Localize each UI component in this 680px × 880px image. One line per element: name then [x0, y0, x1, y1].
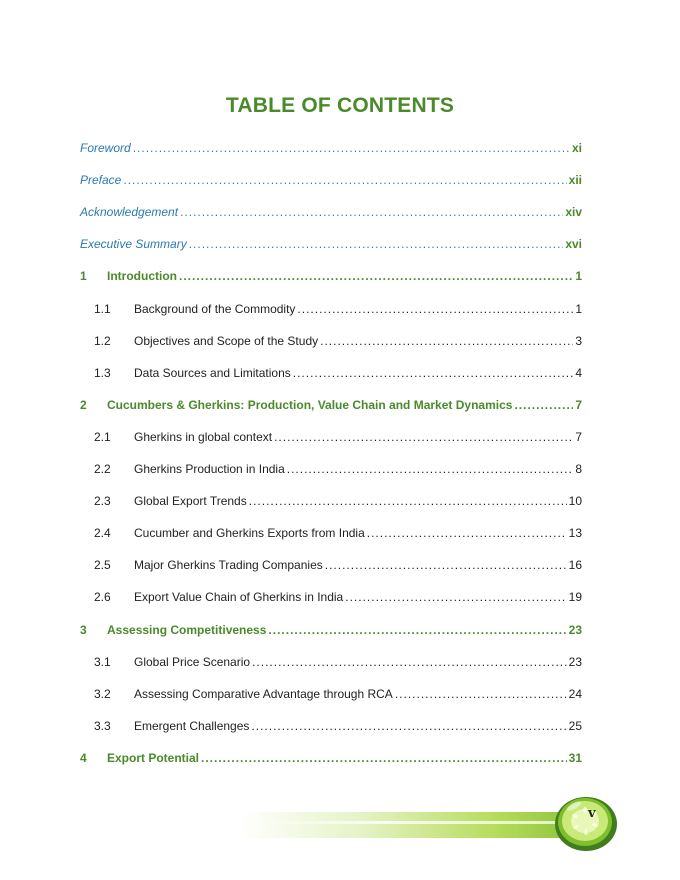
dot-leader	[252, 654, 567, 670]
toc-entry-number: 3.1	[94, 655, 111, 669]
toc-entry-page: 24	[568, 687, 582, 701]
dot-leader	[274, 429, 573, 445]
toc-entry-label[interactable]: Gherkins Production in India	[134, 462, 285, 476]
toc-entry-number: 2.4	[94, 526, 111, 540]
toc-entry-page: 7	[575, 430, 582, 444]
page-title: TABLE OF CONTENTS	[225, 94, 455, 117]
toc-entry-page: xvi	[565, 237, 582, 251]
toc-entry-page: 23	[568, 623, 582, 637]
dot-leader	[287, 461, 574, 477]
toc-entry-number: 1.1	[94, 302, 111, 316]
dot-leader	[325, 557, 567, 573]
toc-entry-page: 13	[568, 526, 582, 540]
toc-entry-label[interactable]: Assessing Competitiveness	[107, 623, 267, 637]
toc-entry[interactable]	[94, 427, 582, 445]
dot-leader	[367, 525, 567, 541]
dot-leader	[201, 750, 567, 766]
toc-entry-page: xii	[568, 173, 582, 187]
toc-entry[interactable]	[80, 170, 582, 188]
toc-entry-page: 10	[568, 494, 582, 508]
toc-entry[interactable]	[94, 716, 582, 734]
dot-leader	[320, 333, 573, 349]
toc-entry[interactable]	[94, 523, 582, 541]
dot-leader	[123, 172, 566, 188]
toc-entry[interactable]	[94, 363, 582, 381]
dot-leader	[514, 397, 573, 413]
toc-entry-label[interactable]: Background of the Commodity	[134, 302, 296, 316]
toc-entry-page: 1	[575, 269, 582, 283]
footer-band	[240, 812, 580, 838]
toc-entry[interactable]	[94, 331, 582, 349]
toc-entry[interactable]	[80, 202, 582, 220]
toc-entry-page: 7	[575, 398, 582, 412]
dot-leader	[297, 301, 573, 317]
toc-entry-label[interactable]: Introduction	[107, 269, 177, 283]
toc-entry[interactable]	[80, 138, 582, 156]
toc-entry-number: 2.5	[94, 558, 111, 572]
dot-leader	[189, 236, 564, 252]
toc-entry[interactable]	[94, 684, 582, 702]
toc-entry-number: 3.2	[94, 687, 111, 701]
dot-leader	[179, 268, 573, 284]
toc-entry-label[interactable]: Global Price Scenario	[134, 655, 251, 669]
toc-entry-number: 3	[80, 623, 87, 637]
toc-entry[interactable]	[94, 652, 582, 670]
dot-leader	[395, 686, 567, 702]
toc-entry-number: 4	[80, 751, 87, 765]
toc-entry-number: 2.6	[94, 590, 111, 604]
toc-entry-label[interactable]: Cucumbers & Gherkins: Production, Value Chain and Market Dynamics	[107, 398, 513, 412]
toc-entry-label[interactable]: Major Gherkins Trading Companies	[134, 558, 323, 572]
toc-entry-page: 16	[568, 558, 582, 572]
toc-entry-page: 4	[575, 366, 582, 380]
toc-entry[interactable]	[94, 587, 582, 605]
dot-leader	[251, 718, 566, 734]
toc-entry-page: 19	[568, 590, 582, 604]
toc-entry-label[interactable]: Preface	[80, 173, 122, 187]
toc-entry[interactable]	[94, 491, 582, 509]
toc-entry-number: 2.1	[94, 430, 111, 444]
cucumber-slice-icon	[548, 790, 620, 854]
toc-entry[interactable]	[80, 748, 582, 766]
toc-entry-label[interactable]: Cucumber and Gherkins Exports from India	[134, 526, 365, 540]
dot-leader	[249, 493, 567, 509]
toc-entry-number: 2.3	[94, 494, 111, 508]
dot-leader	[293, 365, 574, 381]
toc-entry-number: 1	[80, 269, 87, 283]
toc-entry[interactable]	[80, 266, 582, 284]
toc-entry[interactable]	[94, 299, 582, 317]
dot-leader	[180, 204, 563, 220]
toc-entry-number: 1.3	[94, 366, 111, 380]
toc-entry[interactable]	[80, 620, 582, 638]
toc-entry-label[interactable]: Executive Summary	[80, 237, 187, 251]
toc-entry[interactable]	[94, 555, 582, 573]
toc-entry-number: 3.3	[94, 719, 111, 733]
toc-entry-label[interactable]: Acknowledgement	[80, 205, 179, 219]
toc-entry-label[interactable]: Data Sources and Limitations	[134, 366, 291, 380]
toc-entry-page: 8	[575, 462, 582, 476]
toc-entry-page: 31	[568, 751, 582, 765]
toc-entry[interactable]	[80, 395, 582, 413]
toc-entry-label[interactable]: Gherkins in global context	[134, 430, 273, 444]
dot-leader	[345, 589, 566, 605]
toc-entry[interactable]	[80, 234, 582, 252]
toc-entry-label[interactable]: Assessing Comparative Advantage through RCA	[134, 687, 393, 701]
toc-entry-label[interactable]: Objectives and Scope of the Study	[134, 334, 319, 348]
toc-entry-label[interactable]: Emergent Challenges	[134, 719, 250, 733]
toc-entry-label[interactable]: Foreword	[80, 141, 131, 155]
dot-leader	[133, 140, 570, 156]
toc-entry-page: 23	[568, 655, 582, 669]
toc-entry-page: xiv	[565, 205, 582, 219]
page-number: v	[588, 806, 596, 821]
toc-entry-number: 2	[80, 398, 87, 412]
toc-entry-number: 1.2	[94, 334, 111, 348]
toc-entry-page: 25	[568, 719, 582, 733]
toc-entry-label[interactable]: Global Export Trends	[134, 494, 247, 508]
toc-entry-number: 2.2	[94, 462, 111, 476]
dot-leader	[268, 622, 566, 638]
toc-entry-page: 1	[575, 302, 582, 316]
toc-entry-page: 3	[575, 334, 582, 348]
toc-entry-label[interactable]: Export Value Chain of Gherkins in India	[134, 590, 344, 604]
toc-entry-page: xi	[571, 141, 582, 155]
toc-entry-label[interactable]: Export Potential	[107, 751, 200, 765]
toc-entry[interactable]	[94, 459, 582, 477]
